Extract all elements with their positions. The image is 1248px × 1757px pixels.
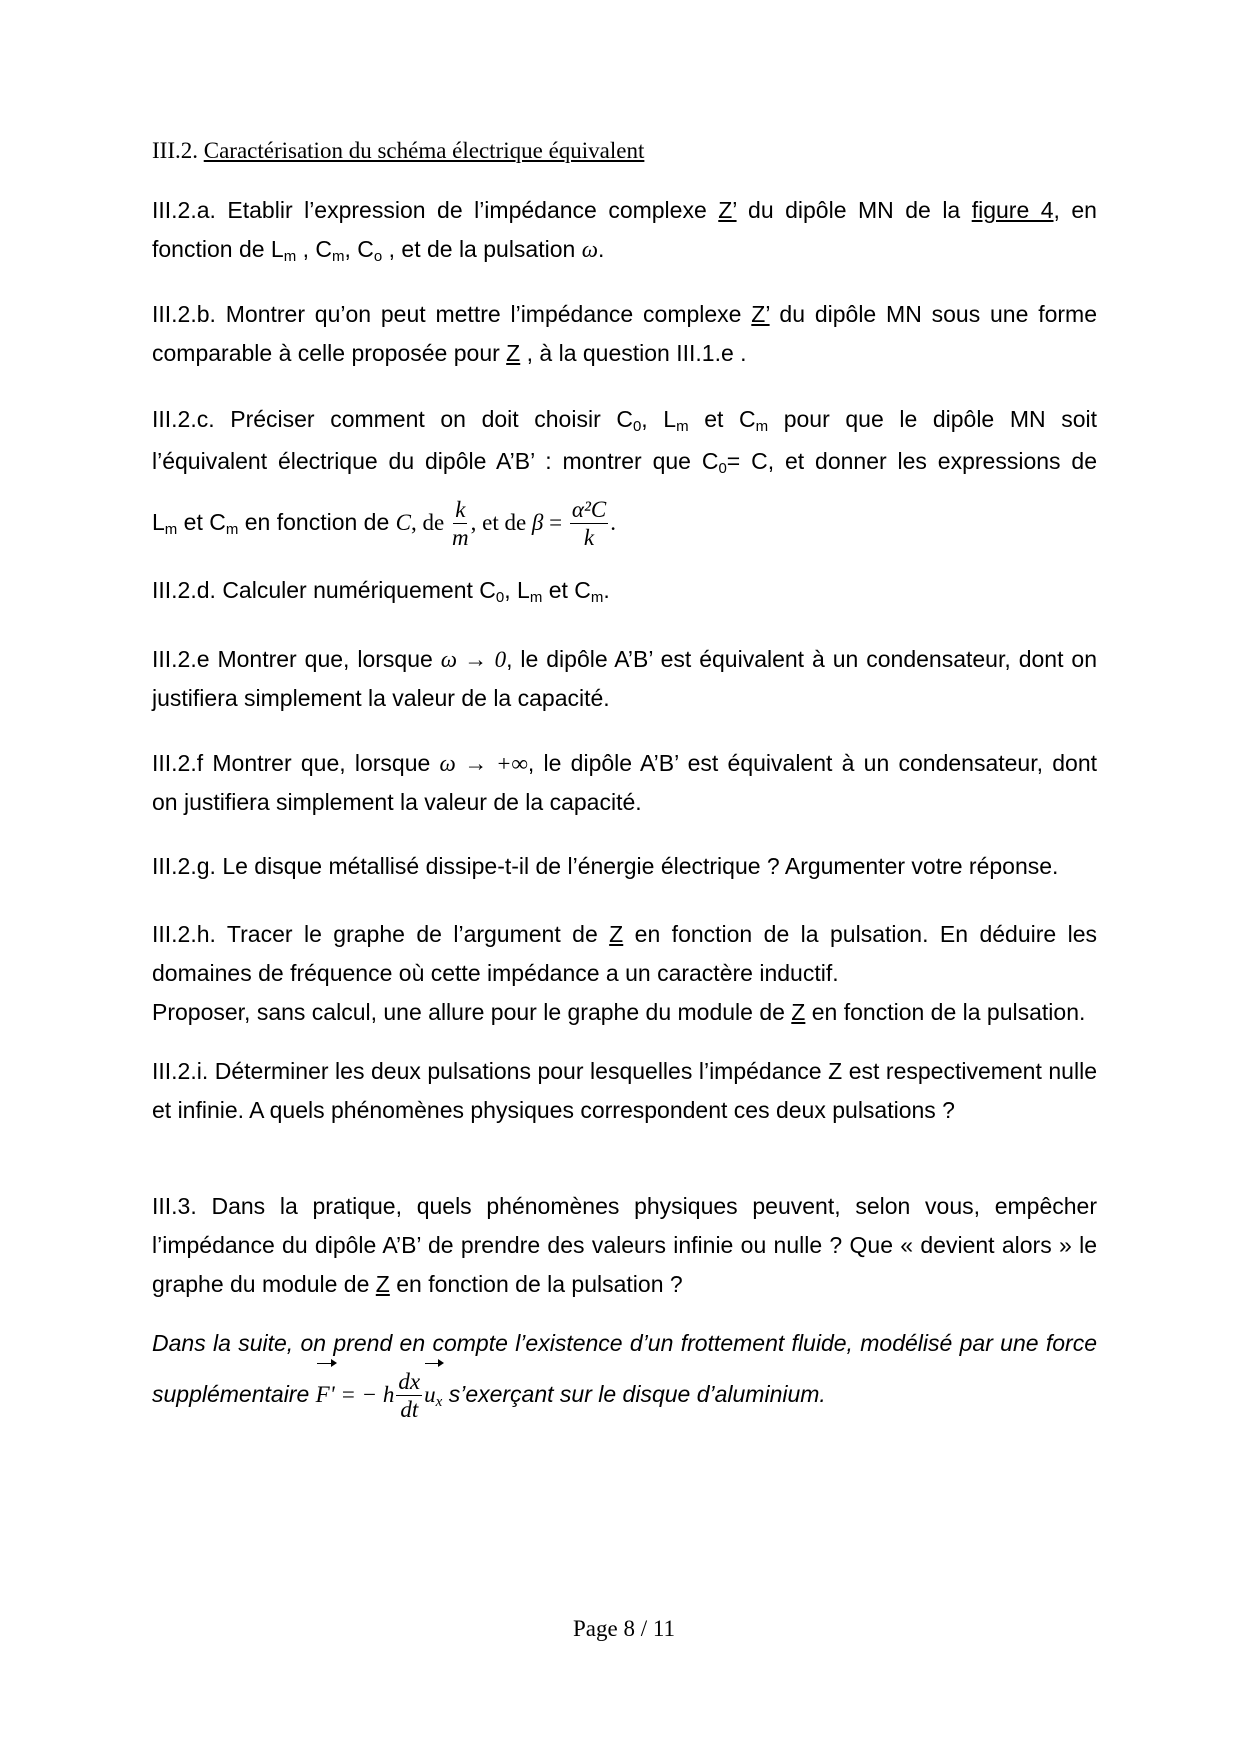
section-number: III.2. <box>152 138 198 163</box>
question-2a-line1: III.2.a. Etablir l’expression de l’impédance complexe Z’ du dipôle MN de la figure 4, en <box>152 197 1097 223</box>
question-2h-line1: III.2.h. Tracer le graphe de l’argument de Z en fonction de la pulsation. En déduire les <box>152 921 1097 947</box>
section-title: Caractérisation du schéma électrique équivalent <box>203 138 645 163</box>
question-2f <box>152 744 1097 822</box>
question-2c <box>152 398 1097 482</box>
question-3-line1: III.3. Dans la pratique, quels phénomènes physiques peuvent, selon vous, empêcher <box>152 1193 1097 1219</box>
question-2c-line3: $L_m$ et $C_m$ en fonction de C, de $\frac{k}{m}$ , et de β = $\frac{\text{α²C}}{k}$ . <box>152 497 616 551</box>
question-2i-line1: III.2.i. Déterminer les deux pulsations pour lesquelles l’impédance Z est respectivement nulle <box>152 1058 1097 1084</box>
question-2a-line2: fonction de $L_m$ , $C_m$, $C_o$ , et de la pulsation ω. <box>152 236 605 265</box>
question-2h <box>152 915 1097 1032</box>
force-vector: F' <box>316 1365 335 1425</box>
question-2i <box>152 1052 1097 1130</box>
italic-note-line1: Dans la suite, on prend en compte l’existence d’un frottement fluide, modélisé par une force <box>152 1330 1097 1356</box>
section-heading <box>152 138 644 164</box>
question-2h-line3: Proposer, sans calcul, une allure pour le graphe du module de Z en fonction de la pulsation. <box>152 999 1086 1025</box>
page-number: Page 8 / 11 <box>573 1616 675 1641</box>
italic-note <box>152 1324 1097 1363</box>
question-2f-line2: on justifiera simplement la valeur de la capacité. <box>152 789 642 815</box>
question-2c-line1: III.2.c. Préciser comment on doit choisir $C_0$, $L_m$ et $C_m$ pour que le dipôle MN soit <box>152 406 1097 435</box>
question-3-line2: l’impédance du dipôle A’B’ de prendre des valeurs infinie ou nulle ? Que « devient alors » le <box>152 1232 1097 1258</box>
italic-note-line2: supplémentaire F' = − h $\frac{dx}{dt}$ $u_x$ s’exerçant sur le disque d’aluminium. <box>152 1364 1097 1425</box>
question-2e-line2: justifiera simplement la valeur de la capacité. <box>152 685 610 711</box>
question-2b <box>152 295 1097 373</box>
fraction-k-over-m: $\frac{k}{m}$ <box>451 497 469 551</box>
fraction-beta: $\frac{\text{α²C}}{k}$ <box>571 497 607 551</box>
question-3-line3: graphe du module de Z en fonction de la pulsation ? <box>152 1271 683 1297</box>
question-2i-line2: et infinie. A quels phénomènes physiques correspondent ces deux pulsations ? <box>152 1097 955 1123</box>
question-2a <box>152 191 1097 269</box>
figure-reference: figure 4 <box>971 197 1054 223</box>
question-2b-line2: comparable à celle proposée pour Z , à la question III.1.e . <box>152 340 747 366</box>
question-2g: III.2.g. Le disque métallisé dissipe-t-il de l’énergie électrique ? Argumenter votre réponse. <box>152 853 1059 879</box>
question-2h-line2: domaines de fréquence où cette impédance a un caractère inductif. <box>152 960 839 986</box>
question-2c-line2: l’équivalent électrique du dipôle A’B’ : montrer que $C_0= C$, et donner les expressions de <box>152 448 1097 477</box>
question-2f-line1: III.2.f Montrer que, lorsque ω → +∞, le dipôle A’B’ est équivalent à un condensateur, dont <box>152 750 1097 776</box>
question-3 <box>152 1187 1097 1304</box>
question-2d: III.2.d. Calculer numériquement $C_0$, $L_m$ et $C_m$. <box>152 577 610 606</box>
question-2e <box>152 640 1097 718</box>
question-2e-line1: III.2.e Montrer que, lorsque ω → 0, le dipôle A’B’ est équivalent à un condensateur, dont on <box>152 646 1097 672</box>
fraction-dx-dt: $\frac{dx}{dt}$ <box>398 1369 421 1423</box>
question-2b-line1: III.2.b. Montrer qu’on peut mettre l’impédance complexe Z’ du dipôle MN sous une forme <box>152 301 1098 327</box>
unit-vector: $u_x$ <box>424 1365 442 1425</box>
